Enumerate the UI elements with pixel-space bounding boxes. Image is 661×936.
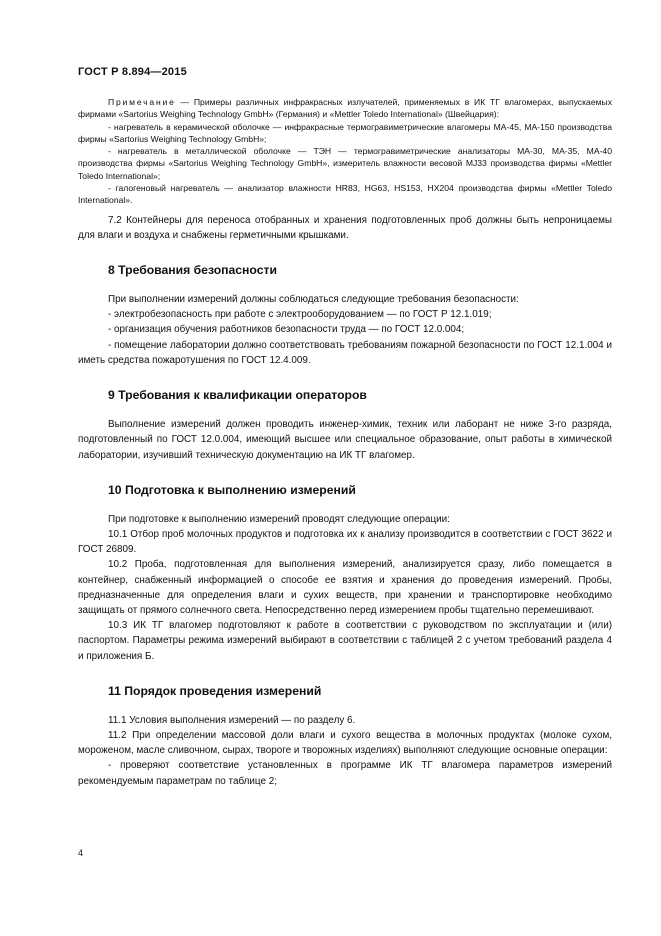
- section-11-paragraph: - проверяют соответствие установленных в программе ИК ТГ влагомера параметров измерений рекомендуемым параметрам по таблице 2;: [78, 760, 612, 787]
- section-10-paragraph: 10.3 ИК ТГ влагомер подготовляют к работе в соответствии с руководством по эксплуатации и (или) паспортом. Параметры режима измерений выбирают в соответствии с таблицей 2 с учетом требований раздела 4 и приложения Б.: [78, 620, 612, 662]
- page-number: 4: [78, 848, 84, 858]
- section-10-body: [78, 512, 612, 664]
- section-9-paragraph: Выполнение измерений должен проводить инженер-химик, техник или лаборант не ниже 3-го разряда, подготовленный по ГОСТ 12.0.004, имеющий высшее или специальное образование, опыт работы в химической лаборатории, изучивший техническую документацию на ИК ТГ влагомер.: [78, 419, 612, 461]
- section-8-paragraph: - помещение лаборатории должно соответствовать требованиям пожарной безопасности по ГОСТ 12.1.004 и иметь средства пожаротушения по ГОСТ 12.4.009.: [78, 339, 612, 366]
- note-item: - галогеновый нагреватель — анализатор влажности HR83, HG63, HS153, HX204 производства фирмы «Mettler Toledo International».: [78, 183, 612, 206]
- section-11-paragraph: 11.1 Условия выполнения измерений — по разделу 6.: [108, 714, 356, 726]
- section-9-body: [78, 417, 612, 463]
- section-11-paragraph: 11.2 При определении массовой доли влаги и сухого вещества в молочных продуктах (молоке сухом, мороженом, масле сливочном, сырах, твороге и творожных изделиях) выполняют следующие основные операции:: [78, 729, 612, 757]
- page-content: [78, 96, 612, 789]
- note-item: - нагреватель в металлической оболочке — ТЭН — термогравиметрические анализаторы МА-30, МА-35, МА-40 производства фирмы «Sartorius Weighing Technology GmbH», измеритель влажности весовой MJ33 производства фирмы «Mettler Toledo International»;: [78, 146, 612, 181]
- section-11-title: 11 Порядок проведения измерений: [108, 683, 322, 698]
- section-8-paragraph: При выполнении измерений должны соблюдаться следующие требования безопасности:: [108, 294, 519, 306]
- paragraph-7-2: 7.2 Контейнеры для переноса отобранных и хранения подготовленных проб должны быть непроницаемы для влаги и воздуха и снабжены герметичными крышками.: [78, 214, 612, 241]
- note-label: Примечание: [108, 97, 176, 107]
- section-11-body: [78, 713, 612, 789]
- section-10-paragraph: 10.1 Отбор проб молочных продуктов и подготовка их к анализу производится в соответствии с ГОСТ 3622 и ГОСТ 26809.: [78, 528, 612, 556]
- document-header: ГОСТ Р 8.894—2015: [78, 66, 187, 78]
- paragraph-7-2-block: [78, 213, 612, 243]
- note-intro-text: — Примеры различных инфракрасных излучателей, применяемых в ИК ТГ влагомерах, выпускаемых фирмами «Sartorius Weighing Technology GmbH» (Германия) и «Mettler Toledo International» (Швейцария):: [78, 97, 612, 120]
- section-8-paragraph: - электробезопасность при работе с электрооборудованием — по ГОСТ Р 12.1.019;: [108, 309, 492, 321]
- note-item: - нагреватель в керамической оболочке — инфракрасные термогравиметрические влагомеры МА-45, МА-150 производства фирмы «Sartorius Weighing Technology GmbH»;: [78, 121, 612, 144]
- section-9-title: 9 Требования к квалификации операторов: [108, 388, 367, 403]
- note-intro: [78, 96, 612, 121]
- section-8-body: [78, 292, 612, 368]
- section-8-title: 8 Требования безопасности: [108, 263, 277, 278]
- note-block: [78, 96, 612, 207]
- section-10-title: 10 Подготовка к выполнению измерений: [108, 482, 356, 497]
- section-8-paragraph: - организация обучения работников безопасности труда — по ГОСТ 12.0.004;: [108, 324, 465, 336]
- section-10-paragraph: При подготовке к выполнению измерений проводят следующие операции:: [108, 513, 450, 525]
- section-10-paragraph: 10.2 Проба, подготовленная для выполнения измерений, анализируется сразу, либо помещается в контейнер, снабженный информацией о способе ее взятия и хранения до проведения измерений. Пробы, предназначенные для определения влаги и сухих веществ, при хранении и транспортировке необходимо защищать от прямого солнечного света. Непосредственно перед измерением пробы тщательно перемешивают.: [78, 559, 612, 616]
